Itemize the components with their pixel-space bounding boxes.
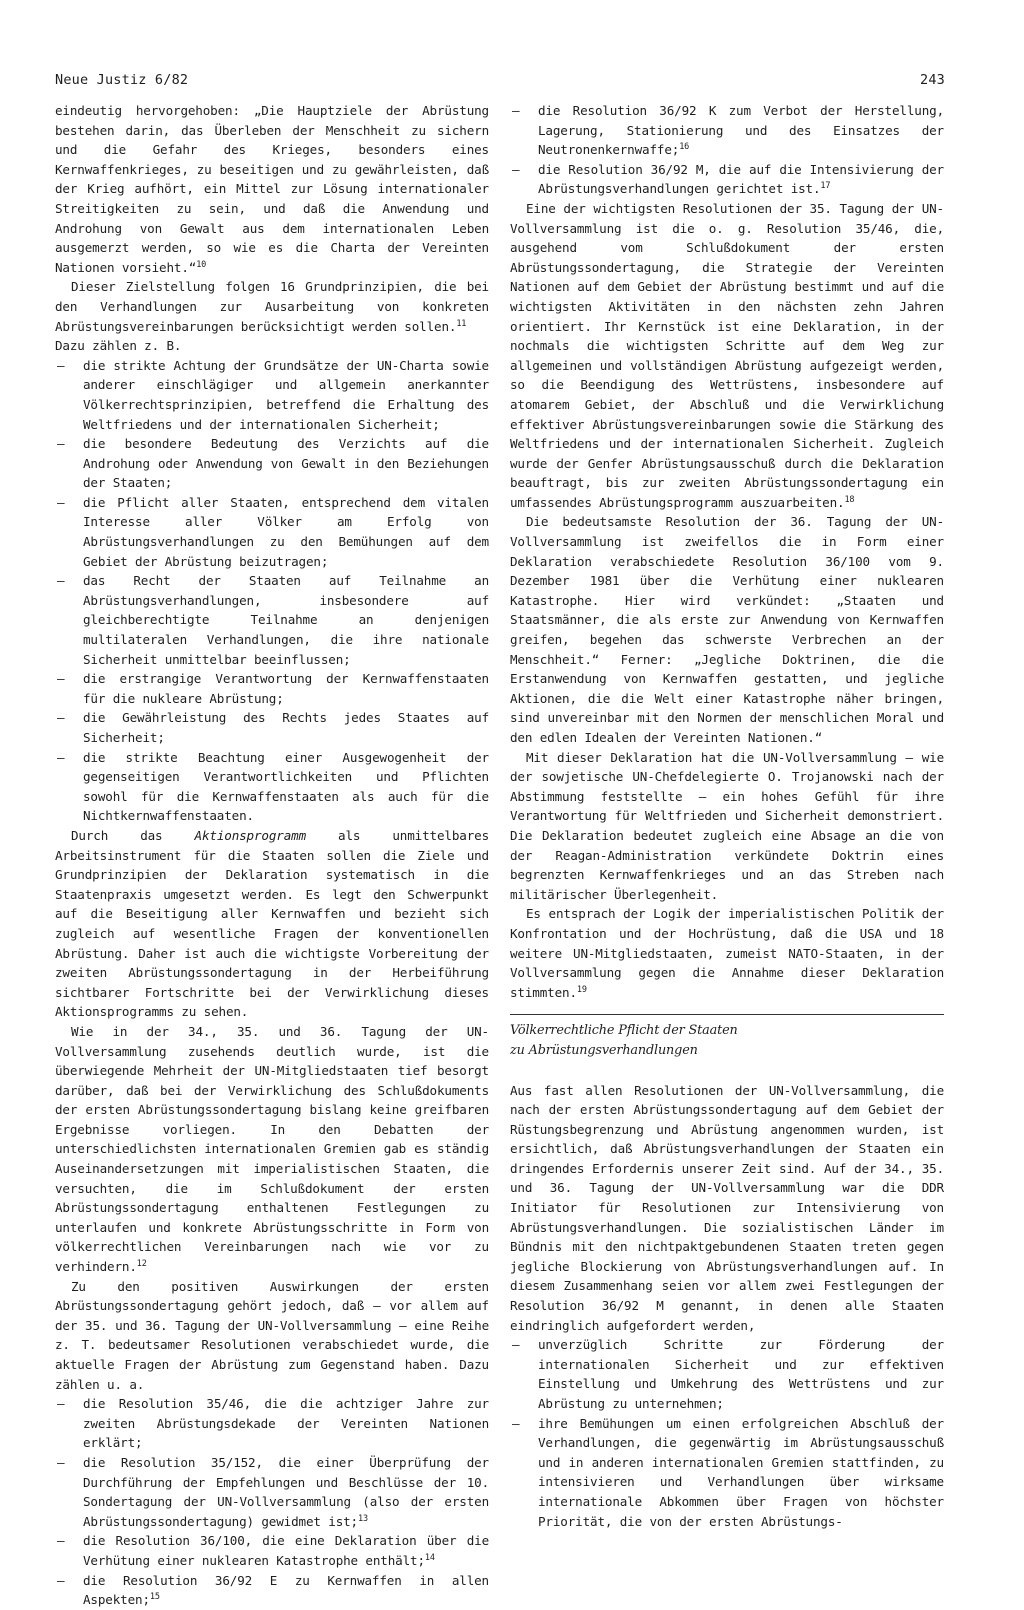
paragraph: Zu den positiven Auswirkungen der ersten Abrüstungssondertagung gehört jedoch, daß — vor allem auf der 35. und 36. Tagung der UN-Vollversammlung — eine Reihe z. T. bedeutsamer Resolutionen verabschiedet wurde, die aktuelle Fragen der Abrüstung zum Gegenstand haben. Dazu zählen u. a. [55, 1278, 489, 1392]
paragraph: Wie in der 34., 35. und 36. Tagung der UN-Vollversammlung zusehends deutlich wurde, ist die überwiegende Mehrheit der UN-Mitgliedstaaten tief besorgt darüber, daß bei der Verwirklichung des Schlußdokuments der ersten Abrüstungssondertagung bislang keine greifbaren Ergebnisse vorliegen. In den Debatten der unterschiedlichsten internationalen Gremien gab es ständig Auseinandersetzungen mit imperialistischen Staaten, die versuchten, die im Schlußdokument der ersten Abrüstungssondertagung enthaltenen Festlegungen zu unterlaufen und konkrete Abrüstungsschritte in Form von völkerrechtlichen Vereinbarungen nach wie vor zu verhindern.$^{12}$ [55, 1023, 489, 1275]
paragraph: Eine der wichtigsten Resolutionen der 35. Tagung der UN-Vollversammlung ist die o. g. Resolution 35/46, die, ausgehend vom Schlußdokument der ersten Abrüstungssondertagung, die Strategie der Vereinten Nationen auf dem Gebiet der Abrüstung bestimmt und auf die wichtigsten Aktivitäten in den nächsten zehn Jahren orientiert. Ihr Kernstück ist eine Deklaration, in der nochmals die wichtigsten Schritte auf dem Weg zur allgemeinen und vollständigen Abrüstung aufgezeigt werden, so die Beendigung des Wettrüstens, insbesondere auf atomarem Gebiet, der Abschluß und die Verwirklichung effektiver Abrüstungsvereinbarungen sowie die Stärkung des Weltfriedens und der internationalen Sicherheit. Zugleich wurde der Genfer Abrüstungsausschuß durch die Deklaration beauftragt, bis zur zweiten Abrüstungssondertagung ein umfassendes Abrüstungsprogramm auszuarbeiten.$^{18}$ [510, 200, 944, 510]
footnote-ref: 11 [456, 318, 467, 329]
footnote-ref: 13 [358, 1513, 368, 1524]
footnote-ref: 12 [136, 1259, 147, 1270]
list-item: — unverzüglich Schritte zur Förderung der internationalen Sicherheit und zur effektiven Einstellung und Umkehrung des Wettrüstens und zur Abrüstung zu unternehmen; [512, 1337, 944, 1411]
footnote-ref: 19 [576, 984, 587, 995]
resolutions-list-continued [510, 101, 944, 199]
paragraph: Die bedeutsamste Resolution der 36. Tagung der UN-Vollversammlung ist zweifellos die in Form einer Deklaration verabschiedete Resolution 36/100 vom 9. Dezember 1981 über die Verhütung einer nuklearen Katastrophe. Hier wird verkündet: „Staaten und Staatsmänner, die als erste zur Anwendung von Kernwaffen greifen, begehen das schwerste Verbrechen an der Menschheit.“ Ferner: „Jegliche Doktrinen, die die Erstanwendung von Kernwaffen gestatten, und jegliche Aktionen, die die Welt einer Katastrophe näher bringen, sind unvereinbar mit den Normen der menschlichen Moral und den edlen Idealen der Vereinten Nationen.“ [510, 514, 944, 745]
paragraph: eindeutig hervorgehoben: „Die Hauptziele der Abrüstung bestehen darin, das Überleben der Menschheit zu sichern und die Gefahr des Krieges, besonders eines Kernwaffenkrieges, zu beseitigen und zu gewährleisten, daß der Krieg aufhört, ein Mittel zur Lösung internationaler Streitigkeiten zu sein, und daß die Anwendung und Androhung von Gewalt aus dem internationalen Leben ausgemerzt werden, so wie es die Charta der Vereinten Nationen vorsieht.“$^{10}$ [55, 103, 489, 275]
paragraph: Es entsprach der Logik der imperialistischen Politik der Konfrontation und der Hochrüstung, daß die USA und 18 weitere UN-Mitgliedstaaten, zumeist NATO-Staaten, in der Vollversammlung gegen die Annahme dieser Deklaration stimmten.$^{19}$ [510, 906, 944, 1000]
footnote-ref: 14 [424, 1552, 435, 1563]
journal-title: Neue Justiz 6/82 [55, 72, 189, 88]
list-item: — die Pflicht aller Staaten, entsprechend dem vitalen Interesse aller Völker am Erfolg von Abrüstungsverhandlungen zu den Bemühungen auf dem Gebiet der Abrüstung beizutragen; [57, 494, 489, 569]
demands-list [510, 1335, 944, 1531]
footnote-ref: 17 [820, 181, 831, 192]
paragraph: Durch das Aktionsprogramm als unmittelbares Arbeitsinstrument für die Staaten sollen die Ziele und Grundprinzipien der Deklaration systematisch in die Staatenpraxis umgesetzt werden. Es legt den Schwerpunkt auf die Beseitigung aller Kernwaffen und bezieht sich zugleich auf wesentliche Fragen der konventionellen Abrüstung. Daher ist auch die wichtigste Vorbereitung der zweiten Abrüstungssondertagung in der Herbeiführung sichtbarer Fortschritte bei der Verwirklichung dieses Aktionsprogramms zu sehen. [55, 827, 489, 1020]
list-item: — die Resolution 36/100, die eine Deklaration über die Verhütung einer nuklearen Katastrophe enthält;$^{14}$ [57, 1533, 489, 1568]
paragraph: Mit dieser Deklaration hat die UN-Vollversammlung — wie der sowjetische UN-Chefdelegierte O. Trojanowski nach der Abstimmung feststellte — ein hohes Gefühl für ihre Verantwortung für Weltfrieden und Sicherheit demonstriert. Die Deklaration bedeutet zugleich eine Absage an die von der Reagan-Administration verkündete Doktrin eines begrenzten Kernwaffenkrieges und an das Streben nach militärischer Überlegenheit. [510, 749, 944, 902]
left-column [55, 101, 489, 1610]
list-item: — die Resolution 36/92 K zum Verbot der Herstellung, Lagerung, Stationierung und des Einsatzes der Neutronenkernwaffe;$^{16}$ [512, 103, 944, 158]
list-item: — die Gewährleistung des Rechts jedes Staates auf Sicherheit; [57, 710, 489, 745]
resolutions-list [55, 1394, 489, 1610]
paragraph: Aus fast allen Resolutionen der UN-Vollversammlung, die nach der ersten Abrüstungssondertagung auf dem Gebiet der Rüstungsbegrenzung und Abrüstung angenommen wurden, ist ersichtlich, daß Abrüstungsverhandlungen der Staaten ein dringendes Erfordernis unserer Zeit sind. Auf der 34., 35. und 36. Tagung der UN-Vollversammlung war die DDR Initiator für Resolutionen zur Intensivierung von Abrüstungsverhandlungen. Die sozialistischen Länder im Bündnis mit den nichtpaktgebundenen Staaten treten gegen jegliche Blockierung von Abrüstungsverhandlungen auf. In diesem Zusammenhang seien vor allem zwei Festlegungen der Resolution 36/92 M genannt, in denen alle Staaten eindringlich aufgefordert werden, [510, 1082, 944, 1333]
list-item: — die erstrangige Verantwortung der Kernwaffenstaaten für die nukleare Abrüstung; [57, 671, 489, 706]
footnote-ref: 18 [844, 494, 855, 505]
emphasis: Aktionsprogramm [194, 827, 307, 843]
principles-list [55, 356, 489, 826]
footnote-ref: 10 [196, 259, 207, 270]
footnote-ref: 16 [679, 142, 690, 153]
list-item: — die strikte Achtung der Grundsätze der UN-Charta sowie anderer einschlägiger und allgemein anerkannter Völkerrechtsprinzipien, betreffend die Erhaltung des Weltfriedens und der internationalen Sicherheit; [57, 357, 489, 432]
list-item: — die strikte Beachtung einer Ausgewogenheit der gegenseitigen Verantwortlichkeiten und Pflichten sowohl für die Kernwaffenstaaten als auch für die Nichtkernwaffenstaaten. [57, 749, 489, 824]
right-column [510, 101, 944, 1531]
list-item: — die Resolution 35/46, die die achtziger Jahre zur zweiten Abrüstungsdekade der Vereinten Nationen erklärt; [57, 1396, 489, 1451]
section-divider [510, 1014, 944, 1015]
list-item: — die Resolution 35/152, die einer Überprüfung der Durchführung der Empfehlungen und Beschlüsse der 10. Sondertagung der UN-Vollversammlung (also der ersten Abrüstungssondertagung) gewidmet ist;$^{13}$ [57, 1454, 489, 1529]
paragraph: Dieser Zielstellung folgen 16 Grundprinzipien, die bei den Verhandlungen zur Ausarbeitung von konkreten Abrüstungsvereinbarungen berücksichtigt werden sollen.$^{11}$ [55, 279, 489, 334]
section-heading: Völkerrechtliche Pflicht der Staaten zu Abrüstungsverhandlungen [510, 1023, 738, 1058]
paragraph: Dazu zählen z. B. [55, 338, 182, 354]
footnote-ref: 15 [149, 1592, 160, 1603]
running-header [55, 72, 945, 92]
list-item: — die Resolution 36/92 M, die auf die Intensivierung der Abrüstungsverhandlungen gerichtet ist.$^{17}$ [512, 161, 944, 197]
page-number: 243 [920, 72, 945, 88]
list-item: — die Resolution 36/92 E zu Kernwaffen in allen Aspekten;$^{15}$ [57, 1572, 489, 1608]
list-item: — ihre Bemühungen um einen erfolgreichen Abschluß der Verhandlungen, die gegenwärtig im Abrüstungsausschuß und in anderen internationalen Gremien stattfinden, zu intensivieren und Verhandlungen über wirksame internationale Abkommen über Fragen von höchster Priorität, die von der ersten Abrüstungs- [512, 1415, 944, 1529]
list-item: — das Recht der Staaten auf Teilnahme an Abrüstungsverhandlungen, insbesondere auf gleichberechtigte Teilnahme an denjenigen multilateralen Verhandlungen, die ihre nationale Sicherheit unmittelbar beeinflussen; [57, 573, 489, 667]
list-item: — die besondere Bedeutung des Verzichts auf die Androhung oder Anwendung von Gewalt in den Beziehungen der Staaten; [57, 436, 489, 491]
